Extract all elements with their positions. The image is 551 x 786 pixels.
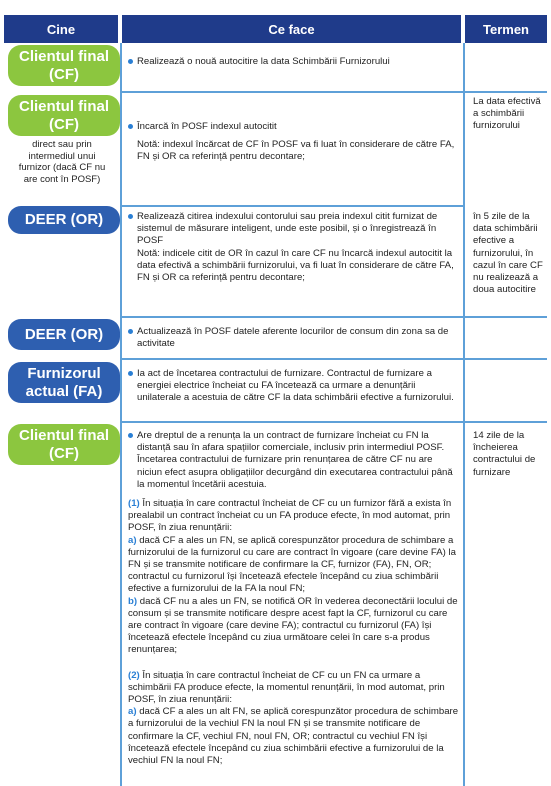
bullet-icon <box>128 124 133 129</box>
term-row-2: La data efectivă a schimbării furnizorului <box>473 96 541 132</box>
bullet-icon <box>128 433 133 438</box>
header-cine: Cine <box>4 15 118 43</box>
term-row-6: 14 zile de la încheierea contractului de furnizare <box>473 430 536 478</box>
row-4-text: Actualizează în POSF datele aferente locurilor de consum din zona sa de activitate <box>128 326 458 350</box>
header-ce-face: Ce face <box>122 15 461 43</box>
paragraph-1-number: (1) <box>128 498 140 510</box>
row-2-note: Notă: indexul încărcat de CF în POSF va fi luat în considerare de către FA, FN și OR ca referință pentru decontare; <box>137 139 455 163</box>
item-b-label: b) <box>128 595 138 607</box>
pill-client-final: Clientul final (CF) <box>8 424 120 465</box>
row-divider <box>120 205 465 207</box>
row-divider <box>120 91 547 93</box>
term-row-3: în 5 zile de la data schimbării efective a furnizorului, în cazul în care CF nu realizează a doua autocitire <box>473 211 543 296</box>
pill-deer-or: DEER (OR) <box>8 206 120 234</box>
bullet-icon <box>128 371 133 376</box>
pill-client-final: Clientul final (CF) <box>8 45 120 86</box>
client-final-subtitle: direct sau prin intermediul unui furnizor (dacă CF nu are cont în POSF) <box>18 139 106 185</box>
row-divider <box>120 421 547 423</box>
item-a-label: a) <box>128 534 137 546</box>
row-2-text: Încarcă în POSF indexul autocitit Notă: indexul încărcat de CF în POSF va fi luat în considerare de către FA, FN și OR ca referință pentru decontare; <box>128 121 458 164</box>
row-1-text: Realizează o nouă autocitire la data Schimbării Furnizorului <box>128 56 458 68</box>
row-3-text: Realizează citirea indexului contorului sau preia indexul citit furnizat de sistemul de măsurare inteligent, unde este posibil, și o înregistrează în POSF Notă: indicele citit de OR în cazul în care CF nu încarcă indexul autocitit la data efectivă a schimbării furnizorului, va fi luat în considerare de către FA, FN și OR ca referință pentru decontare; <box>128 211 458 284</box>
paragraph-1: (1) În situația în care contractul încheiat de CF cu un furnizor fără a exista în prealabil un contract încheiat cu un FA produce efecte, în mod automat, prin POSF, în ziua renunțării: a) dacă CF a ales un FN, se aplică corespunzător procedura de schimbare a furnizorului de la furnizorul cu care are contract în vigoare (care devine FA) la FN și se transmite notificare de confirmare la CF, furnizor (FA), FN, OR; contractul cu furnizorul își încetează efectele începând cu ziua schimbării efective a furnizorului de la FA la noul FN; b) dacă CF nu a ales un FN, se notifică OR în vederea deconectării locului de consum și se transmite notificare despre acest fapt la CF, furnizorul cu care are contract în vigoare (care devine FA); contractul cu furnizorul (FA) își încetează efectele începând cu ziua următoare celei în care s-a produs renunțarea; <box>128 498 458 656</box>
bullet-icon <box>128 214 133 219</box>
pill-furnizorul-actual: Furnizorul actual (FA) <box>8 362 120 403</box>
bullet-icon <box>128 329 133 334</box>
item-a-label: a) <box>128 706 137 718</box>
paragraph-2: (2) În situația în care contractul încheiat de CF cu un FN ca urmare a schimbării FA produce efecte, la momentul renunțării, în mod automat, prin POSF, în ziua renunțării: a) dacă CF a ales un alt FN, se aplică corespunzător procedura de schimbare a furnizorului de la vechiul FN la noul FN și se transmite notificare de confirmare la CF, vechiul FN, noul FN, OR; contractul cu vechiul FN își încetează efectele începând cu ziua schimbării efective a furnizorului de la vechiul FN la noul FN; <box>128 669 459 767</box>
row-6-text: Are dreptul de a renunța la un contract de furnizare încheiat cu FN la distanță sau în afara spațiilor comerciale, inclusiv prin intermediul POSF. Încetarea contractului de furnizare prin renunțarea de către CF nu are niciun efect asupra obligațiilor decurgând din executarea contractului până la momentul încetării acestuia. (1) În situația în care contractul încheiat de CF cu un furnizor fără a exista în prealabil un contract încheiat cu un FA produce efecte, în mod automat, prin POSF, în ziua renunțării: a) dacă CF a ales un FN, se aplică corespunzător procedura de schimbare a furnizorului de la furnizorul cu care are contract în vigoare (care devine FA) la FN și se transmite notificare de confirmare la CF, furnizor (FA), FN, OR; contractul cu furnizorul își încetează efectele începând cu ziua schimbării efective a furnizorului de la FA la noul FN; b) dacă CF nu a ales un FN, se notifică OR în vederea deconectării locului de consum și se transmite notificare despre acest fapt la CF, furnizorul cu care are contract în vigoare (care devine FA); contractul cu furnizorul (FA) își încetează efectele începând cu ziua următoare celei în care s-a produs renunțarea; (2) În situația în care contractul încheiat de CF cu un FN ca urmare a schimbării FA produce efecte, la momentul renunțării, în mod automat, prin POSF, în ziua renunțării: a) dacă CF a ales un alt FN, se aplică corespunzător procedura de schimbare a furnizorului de la vechiul FN la noul FN și se transmite notificare de confirmare la CF, vechiul FN, noul FN, OR; contractul cu vechiul FN își încetează efectele începând cu ziua schimbării efective a furnizorului de la vechiul FN la noul FN; <box>128 430 459 767</box>
column-divider-right <box>463 43 465 786</box>
pill-deer-or: DEER (OR) <box>8 319 120 350</box>
row-5-text: Ia act de încetarea contractului de furnizare. Contractul de furnizare a energiei electrice încheiat cu FA încetează ca urmare a denunțării unilaterale a acestuia de către CF la data schimbării efective a furnizorului. <box>128 368 458 405</box>
row-3-note: Notă: indicele citit de OR în cazul în care CF nu încarcă indexul autocitit la data efectivă a schimbării furnizorului, va fi luat în considerare de către FA, FN și OR ca referință pentru decontare; <box>137 247 454 284</box>
row-divider <box>120 358 547 360</box>
pill-client-final: Clientul final (CF) <box>8 95 120 136</box>
row-divider <box>120 316 547 318</box>
paragraph-2-number: (2) <box>128 669 140 681</box>
bullet-icon <box>128 59 133 64</box>
column-divider-left <box>120 43 122 786</box>
header-termen: Termen <box>465 15 547 43</box>
